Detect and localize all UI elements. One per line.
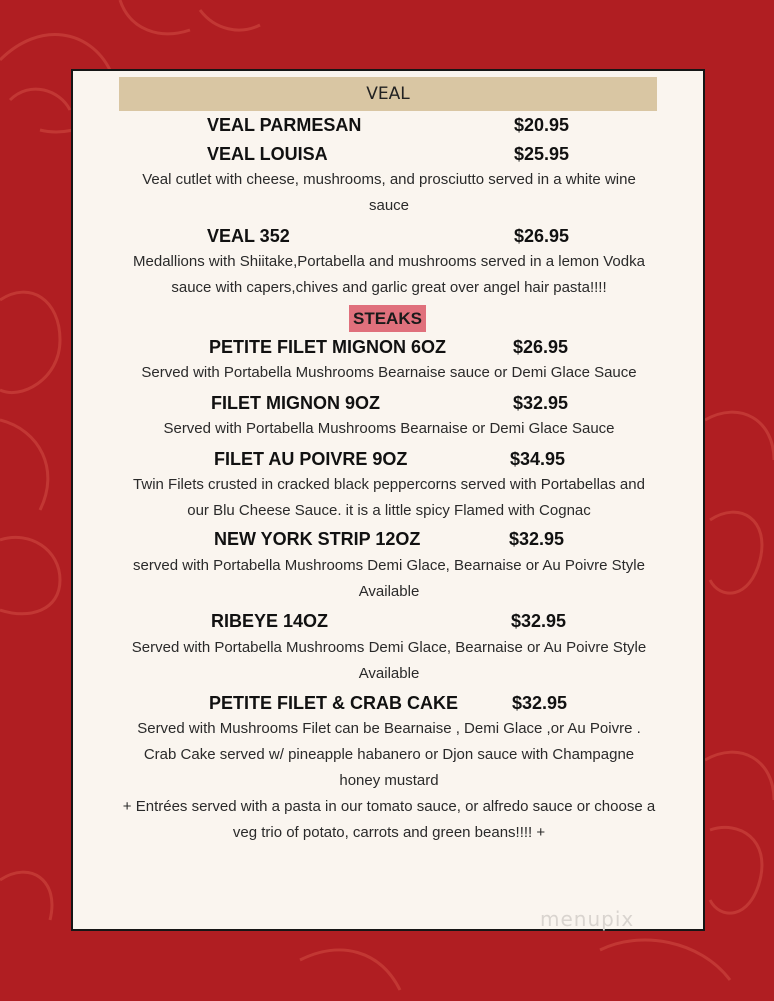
description-line: our Blu Cheese Sauce. it is a little spicy Flamed with Cognac	[187, 502, 591, 519]
item-name: VEAL LOUISA	[207, 144, 328, 164]
item-price: $26.95	[513, 337, 569, 357]
item-name: FILET AU POIVRE 9OZ	[214, 449, 408, 469]
item-description	[113, 716, 665, 794]
item-price: $20.95	[514, 115, 570, 135]
item-description	[113, 553, 665, 605]
steaks-section-header: STEAKS	[349, 305, 426, 332]
item-name: VEAL PARMESAN	[207, 115, 362, 135]
item-price: $25.95	[514, 144, 570, 164]
description-line: Served with Portabella Mushrooms Demi Glace, Bearnaise or Au Poivre Style	[131, 639, 647, 656]
item-description	[113, 416, 665, 442]
item-price: $32.95	[509, 529, 565, 549]
description-line: Crab Cake served w/ pineapple habanero or Djon sauce with Champagne	[143, 746, 635, 763]
item-name: NEW YORK STRIP 12OZ	[214, 529, 421, 549]
veal-section-header: VEAL	[119, 77, 657, 111]
item-description	[113, 635, 665, 687]
item-description	[113, 360, 665, 386]
menupix-watermark: menupix	[540, 907, 635, 931]
item-price: $32.95	[511, 611, 567, 631]
item-price: $34.95	[510, 449, 566, 469]
item-price: $32.95	[512, 693, 568, 713]
item-description	[113, 472, 665, 524]
footer-note-line: + Entrées served with a pasta in our tomato sauce, or alfredo sauce or choose a	[122, 798, 656, 815]
description-line: Medallions with Shiitake,Portabella and mushrooms served in a lemon Vodka	[133, 253, 645, 270]
description-line: Veal cutlet with cheese, mushrooms, and prosciutto served in a white wine	[142, 171, 636, 188]
item-description	[113, 167, 665, 219]
description-line: served with Portabella Mushrooms Demi Glace, Bearnaise or Au Poivre Style	[133, 557, 645, 574]
item-name: PETITE FILET & CRAB CAKE	[209, 693, 459, 713]
menu-card	[71, 69, 705, 931]
item-price: $32.95	[513, 393, 569, 413]
footer-note-line: veg trio of potato, carrots and green beans!!!! +	[232, 824, 546, 841]
description-line: honey mustard	[339, 772, 439, 789]
description-line: Served with Portabella Mushrooms Bearnaise sauce or Demi Glace Sauce	[141, 364, 637, 381]
item-price: $26.95	[514, 226, 570, 246]
item-description	[113, 249, 665, 301]
entree-footer-note	[113, 794, 665, 846]
description-line: Served with Portabella Mushrooms Bearnaise or Demi Glace Sauce	[163, 420, 615, 437]
description-line: Available	[358, 665, 420, 682]
description-line: sauce with capers,chives and garlic great over angel hair pasta!!!!	[171, 279, 607, 296]
description-line: Served with Mushrooms Filet can be Bearnaise , Demi Glace ,or Au Poivre .	[137, 720, 641, 737]
item-name: VEAL 352	[207, 226, 290, 246]
item-name: RIBEYE 14OZ	[211, 611, 329, 631]
description-line: Twin Filets crusted in cracked black peppercorns served with Portabellas and	[133, 476, 645, 493]
item-name: FILET MIGNON 9OZ	[211, 393, 380, 413]
description-line: Available	[358, 583, 420, 600]
item-name: PETITE FILET MIGNON 6OZ	[209, 337, 447, 357]
description-line: sauce	[368, 197, 410, 214]
